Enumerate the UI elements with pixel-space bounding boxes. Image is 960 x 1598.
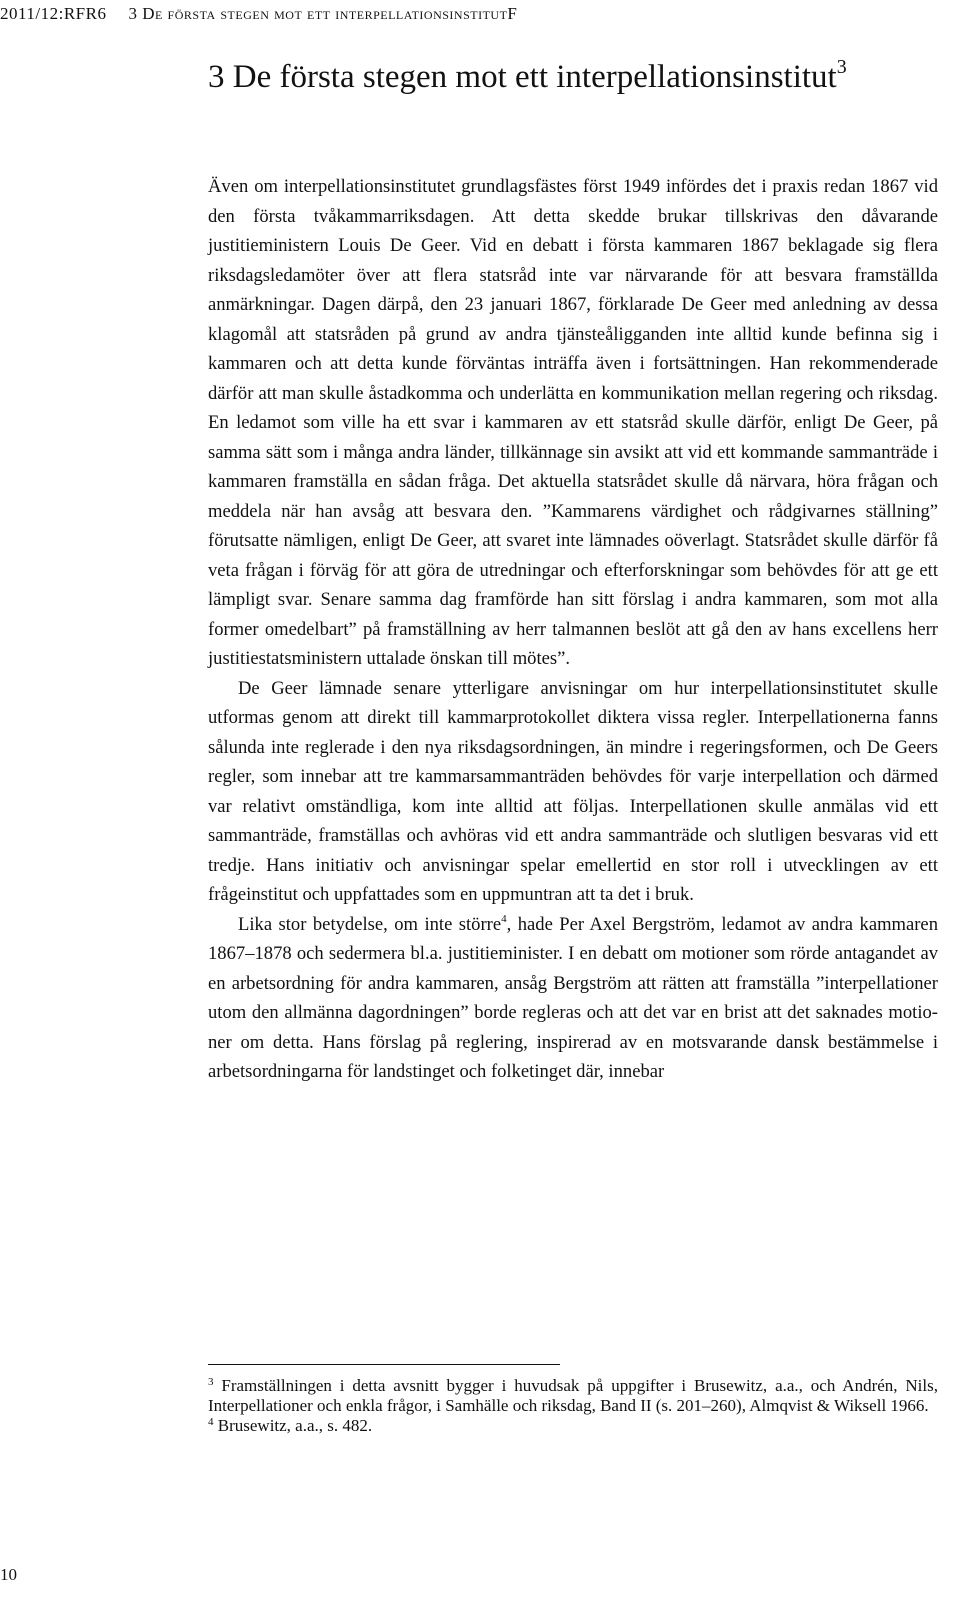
paragraph-3 [208,910,938,1087]
section-heading-text: 3 De första stegen mot ett interpellationsinstitut [208,59,837,95]
paragraph-3-start: Lika stor betydelse, om inte större [238,913,502,935]
paragraph-2: De Geer lämnade senare ytterligare anvisningar om hur interpellationsinstitutet skulle utformas genom att direkt till kammarprotokollet diktera vissa regler. Interpellationerna fanns sålunda inte reglerade i den nya riksdagsordningen, än mindre i regeringsformen, och De Geers regler, som innebar att tre kammarsammanträden behövdes för varje interpellation och därmed var relativt omständliga, kom inte alltid att följas. Interpellationen skulle anmälas vid ett sammanträde, framställas och avhöras vid ett andra sammanträde och slutligen besvaras vid ett tredje. Hans initiativ och anvisningar spelar emellertid en stor roll i utvecklingen av ett frågeinstitut och uppfattades som en uppmuntran att ta det i bruk. [208,677,938,905]
running-head [0,4,517,24]
footnote [208,1416,938,1436]
footnote-ref-4[interactable]: 4 [501,912,507,925]
running-head-mark: F [507,4,518,23]
running-head-chapter-number: 3 [128,4,138,23]
page-number: 10 [0,1565,17,1584]
footnote-number: 3 [208,1376,214,1388]
paragraph-1: Även om interpellationsinstitutet grundlagsfästes först 1949 infördes det i praxis redan 1867 vid den första tvåkammarriksdagen. Att detta skedde brukar tillskrivas den dåvarande justitieministern Louis De Geer. Vid en debatt i första kammaren 1867 beklagade sig flera riksdagsledamöter över att flera statsråd inte var närvarande för att besvara framställda anmärkningar. Dagen därpå, den 23 januari 1867, förklarade De Geer med anledning av dessa klagomål att statsråden på grund av andra tjänsteåligganden inte alltid kunde befinna sig i kammaren och att detta kunde förväntas inträffa även i fortsättningen. Han rekommenderade därför att man skulle åstadkomma och underlätta en kommunikation mellan regering och riksdag. En ledamot som ville ha ett svar i kammaren av ett statsråd skulle därför, enligt De Geer, på samma sätt som i många andra länder, tillkännage sin avsikt att vid ett kommande sammanträde i kammaren framställa en sådan fråga. Det aktuella statsrådet skulle då närvara, höra frågan och meddela när han avsåg att besvara den. ”Kammarens värdighet och rådgivarnes ställning” förutsatte nämligen, enligt De Geer, att svaret inte lämnades oöverlagt. Statsrådet skulle därför få veta frågan i förväg för att göra de utredningar och efterforskningar som behövdes för att ge ett lämpligt svar. Senare samma dag framförde han sitt förslag i andra kammaren, som mot alla former omedelbart” på framställning av herr talmannen beslöt att gå den av hans excellens herr justitiestatsministern uttalade önskan till mötes”. [208,176,938,669]
footnote-text: Framställningen i detta avsnitt bygger i huvudsak på uppgifter i Brusewitz, a.a., och Andrén, Nils, Interpellationer och enkla frågor, i Samhälle och riksdag, Band II (s. 201–260), Almqvist & Wiksell 1966. [208,1376,938,1415]
paragraph-3-rest: , hade Per Axel Bergström, ledamot av andra kammaren 1867–1878 och sedermera bl.a. justitieminister. I en debatt om motioner som rörde antagandet av en arbetsordning för andra kammaren, ansåg Bergström att rätten att framställa ”interpellationer utom den allmänna dagordningen” borde regleras och att det var en brist att det saknades motioner om detta. Hans förslag på reglering, inspirerad av en motsvarande dansk bestämmelse i arbetsordningarna för landstinget och folketinget där, innebar [208,913,938,1082]
body-text [208,172,938,1087]
footnote [208,1376,938,1416]
footnote-number: 4 [208,1416,214,1428]
footnote-ref-3[interactable]: 3 [836,56,847,78]
footnote-divider [208,1364,560,1365]
document-code: 2011/12:RFR6 [0,4,107,23]
footnote-text: Brusewitz, a.a., s. 482. [217,1416,373,1435]
footnotes [208,1376,938,1436]
section-heading [208,58,928,96]
running-head-chapter-title: De första stegen mot ett interpellationsinstitut [142,4,508,23]
